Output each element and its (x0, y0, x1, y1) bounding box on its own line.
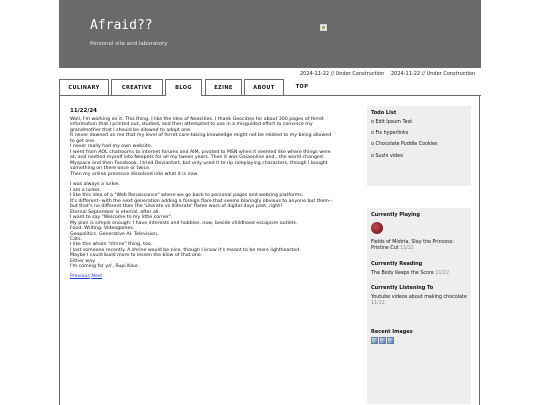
post-line: Myspace and then Facebook. I tried Deviantart, but only used it to rip roleplaying characters, though I bought (70, 160, 328, 166)
listening-date: 11/22 (371, 301, 385, 306)
playing-game: Fields of Mistria, Slay the Princess: Pristine Cut (371, 240, 454, 251)
next-link[interactable]: Next (91, 273, 103, 279)
playing-item (371, 240, 467, 252)
previous-link[interactable]: Previous (70, 273, 90, 279)
broken-image-icon (320, 24, 327, 31)
status-text-right: 2024-11-22 // Under Construction (391, 71, 476, 77)
page-wrapper (59, 0, 481, 405)
reading-item (371, 271, 467, 277)
site-title[interactable]: Afraid?? (90, 18, 153, 33)
listening-content: Youtube videos about making chocolate (371, 295, 467, 300)
post-line: Cats. (70, 236, 82, 242)
reading-date: 11/22 (435, 271, 450, 276)
todo-item: o Chocolate Puddle Cookies (371, 142, 438, 148)
reading-book: The Body Keeps the Score (371, 271, 434, 276)
post-pager (70, 274, 360, 279)
post-line: Food. Writing. Videogames. (70, 226, 135, 232)
post-line: I am a lurker. (70, 187, 101, 193)
tab-culinary[interactable]: CULINARY (59, 79, 109, 95)
post-date: 11/22/24 (70, 108, 97, 114)
content-frame (59, 96, 480, 405)
tab-ezine[interactable]: EZINE (205, 79, 242, 95)
post-line: I was always a lurker. (70, 182, 121, 188)
image-thumbnail[interactable] (387, 337, 394, 344)
post-line: I want to say "Welcome to my little corner". (70, 215, 173, 221)
post-line: to get one. (70, 138, 96, 144)
now-box (367, 208, 471, 404)
post-line: I went from AOL chatrooms to internet forums and AIM, pivoted to MSN when it seemed like where things were (70, 149, 331, 155)
post-line: I like this idea of a "Web Renaissance" where we go back to personal pages and webring platforms. (70, 193, 304, 199)
listening-item (371, 295, 467, 307)
post-line: It's different--with the next generation adding a foreign flare that seems blaringly obvious to anyone but them-- (70, 198, 333, 204)
listening-title: Currently Listening To (371, 285, 434, 291)
post-line: but that's no different than the 'Literate vs Illiterate' flame wars of digital days past, right? (70, 204, 283, 210)
post-line: I never really had my own website. (70, 144, 153, 150)
tab-blog[interactable]: BLOG (165, 79, 202, 96)
recent-images-title: Recent Images (371, 329, 413, 335)
image-thumbnail[interactable] (371, 337, 378, 344)
status-text-left: 2024-11-22 // Under Construction (300, 71, 385, 77)
reading-title: Currently Reading (371, 261, 423, 267)
post-line: It never dawned on me that my level of ferret care-taking knowledge might not be related to my being allowed (70, 133, 332, 139)
post-line: Eternal September is eternal, after all. (70, 209, 160, 215)
post-line: information that I printed out, studied, and then attempted to use in a misguided effort to convince my (70, 122, 313, 128)
todo-item: o Edit Ipsum Text (371, 120, 413, 125)
post-line: I lost someone recently. A shrine would be nice, though I know it's meant to be more lighthearted. (70, 247, 301, 253)
post-line: grandmother that I should be allowed to adopt one. (70, 127, 192, 133)
post-line: at, and nestled myself into Neopets for all my tween years. Then it was Gaiaonline and...the world changed. (70, 155, 325, 161)
post-line: Geopolitics. Generative AI. Television. (70, 231, 159, 237)
post-body (70, 117, 360, 270)
post-line: Well, I'm working on it. This thing. I like the idea of Neocities. I thank Geocities for about 300 pages of ferret (70, 117, 324, 122)
playing-date: 11/22 (400, 246, 414, 251)
recent-images (371, 337, 467, 344)
game-cover-icon (371, 222, 383, 234)
post-line: I'm coming for ya', Rupi Kaur. (70, 264, 139, 270)
blog-post (70, 108, 360, 279)
tab-creative[interactable]: CREATIVE (111, 79, 163, 95)
nav-tabs (59, 79, 481, 96)
todo-title: Todo List (371, 110, 397, 116)
post-line: Then my online presence dissolved into what it is now. (70, 171, 199, 177)
todo-item: o Sushi video (371, 153, 404, 159)
post-line: My plan is simple enough: I have interests and hobbies, now, beside childhood escapism outlets. (70, 220, 298, 226)
todo-item: o Fix hyperlinks (371, 131, 409, 137)
site-header (59, 0, 481, 68)
tab-about[interactable]: ABOUT (244, 79, 284, 95)
image-thumbnail[interactable] (379, 337, 386, 344)
todo-box (367, 106, 471, 186)
site-subtitle: Personal site and laboratory (90, 41, 168, 47)
playing-title: Currently Playing (371, 212, 420, 218)
post-line: I like this whole "shrine" thing, too. (70, 242, 153, 248)
post-line: Either way. (70, 258, 96, 264)
tab-top[interactable]: TOP (285, 79, 319, 95)
post-line: something on there once or twice. (70, 166, 151, 172)
post-line: Maybe I could build more to lessen the blow of that one. (70, 253, 203, 259)
